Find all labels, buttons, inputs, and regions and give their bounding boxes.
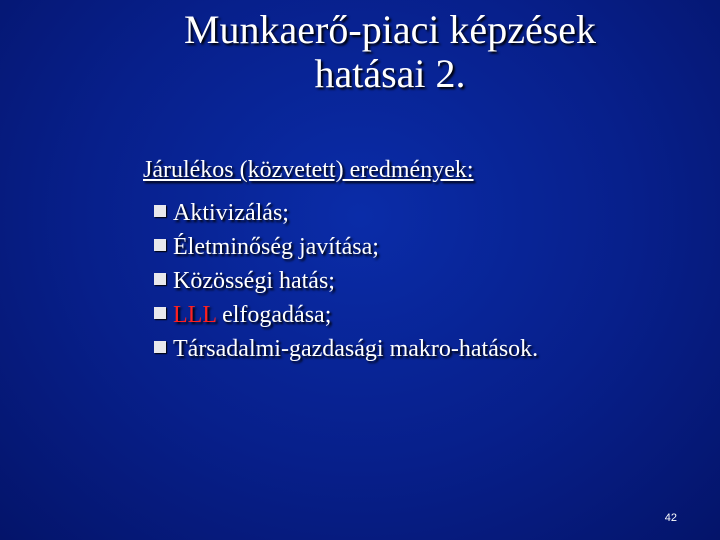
bullet-text: Közösségi hatás; <box>173 268 335 294</box>
page-number: 42 <box>664 512 677 524</box>
title-line-2: hatásai 2. <box>314 51 466 96</box>
bullet-item-tarsadalmi <box>154 332 538 366</box>
bullet-item-eletminoseg <box>154 230 538 264</box>
square-bullet-icon <box>154 239 166 251</box>
bullet-text: Életminőség javítása; <box>173 234 379 260</box>
bullet-list <box>154 196 538 366</box>
bullet-text: elfogadása; <box>216 302 332 328</box>
square-bullet-icon <box>154 341 166 353</box>
square-bullet-icon <box>154 205 166 217</box>
square-bullet-icon <box>154 273 166 285</box>
square-bullet-icon <box>154 307 166 319</box>
bullet-text: Aktivizálás; <box>173 200 289 226</box>
bullet-item-kozossegi <box>154 264 538 298</box>
bullet-item-aktivizalas <box>154 196 538 230</box>
lll-highlight: LLL <box>173 302 217 328</box>
subheading: Járulékos (közvetett) eredmények: <box>143 157 474 183</box>
bullet-item-lll <box>154 298 538 332</box>
slide-title <box>80 8 700 96</box>
bullet-text: Társadalmi-gazdasági makro-hatások. <box>173 336 539 362</box>
title-line-1: Munkaerő-piaci képzések <box>183 7 597 52</box>
